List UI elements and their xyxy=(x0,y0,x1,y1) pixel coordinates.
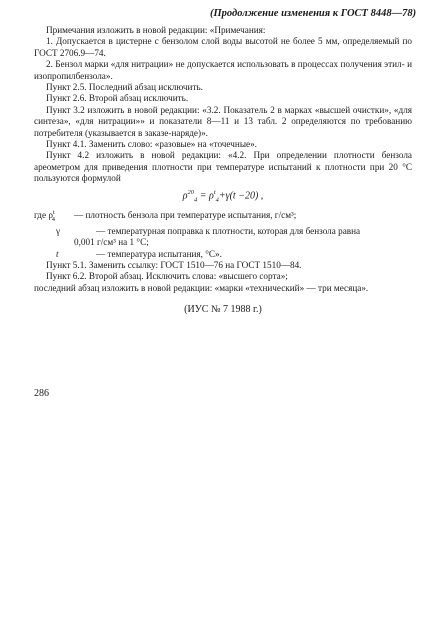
paragraph-item-6-2: Пункт 6.2. Второй абзац. Исключить слова: «высшего сорта»; xyxy=(46,271,288,282)
paragraph-item-3-2: Пункт 3.2 изложить в новой редакции: «3.2. Показатель 2 в марках «высшей очистки», «для синтеза», «для нитрации»» и показатели 8—11 и 13 табл. 2 определяются по требованию потребителя (указывается в заказе-наряде)». xyxy=(34,104,412,138)
definition-gamma-continuation: 0,001 г/см³ на 1 °С; xyxy=(74,237,149,248)
paragraph-note-1: 1. Допускается в цистерне с бензолом слой воды высотой не более 5 мм, определяемый по ГОСТ 2706.9—74. xyxy=(34,36,412,58)
definition-gamma-symbol: γ xyxy=(56,225,61,236)
paragraph-item-5-1: Пункт 5.1. Заменить ссылку: ГОСТ 1510—76 на ГОСТ 1510—84. xyxy=(46,259,302,270)
formula-lhs-sup: 20 xyxy=(187,188,195,196)
definition-t xyxy=(34,249,412,260)
paragraph-item-4-1: Пункт 4.1. Заменить слово: «разовые» на «точечные». xyxy=(46,139,257,150)
document-body xyxy=(34,25,412,316)
definition-t-symbol: t xyxy=(56,248,59,259)
formula-rho-t: ρ xyxy=(209,190,214,202)
paragraph-item-2-5: Пункт 2.5. Последний абзац исключить. xyxy=(46,82,203,93)
formula-rho-t-sub: 4 xyxy=(215,196,219,204)
definition-rho xyxy=(34,207,412,225)
running-header: (Продолжение изменения к ГОСТ 8448—78) xyxy=(210,8,417,19)
definition-t-text: — температура испытания, °С». xyxy=(96,248,222,259)
page-number: 286 xyxy=(34,388,49,399)
formula-definitions xyxy=(34,207,412,260)
formula-equals: = xyxy=(199,190,207,202)
paragraph-note-2: 2. Бензол марки «для нитрации» не допускается использовать в процессах получения этил- и изопропилбензола». xyxy=(34,59,412,81)
definition-rho-symbol: где $\rho^t_4$ xyxy=(34,209,56,224)
definition-rho-text: — плотность бензола при температуре испытания, г/см³; xyxy=(74,210,297,221)
definition-gamma xyxy=(34,226,412,237)
definition-gamma-text: — температурная поправка к плотности, которая для бензола равна xyxy=(96,225,361,236)
formula-lhs-sub: 4 xyxy=(194,196,198,204)
formula-rest: +γ(t −20) , xyxy=(218,190,264,202)
paragraph-item-4-2: Пункт 4.2 изложить в новой редакции: «4.2. При определении плотности бензола ареометром для приведения плотности при температуре испытаний к плотности при 20 °С пользуются формулой xyxy=(34,150,412,184)
paragraph-notes-intro: Примечания изложить в новой редакции: «Примечания: xyxy=(46,25,266,35)
formula-lhs: ρ xyxy=(182,190,188,202)
formula-rho-t-sup: t xyxy=(213,188,216,196)
density-formula xyxy=(34,187,412,206)
ius-note: (ИУС № 7 1988 г.) xyxy=(184,304,262,316)
paragraph-last-abzac: последний абзац изложить в новой редакции: «марки «технический» — три месяца». xyxy=(34,282,369,293)
paragraph-item-2-6: Пункт 2.6. Второй абзац исключить. xyxy=(46,93,189,104)
